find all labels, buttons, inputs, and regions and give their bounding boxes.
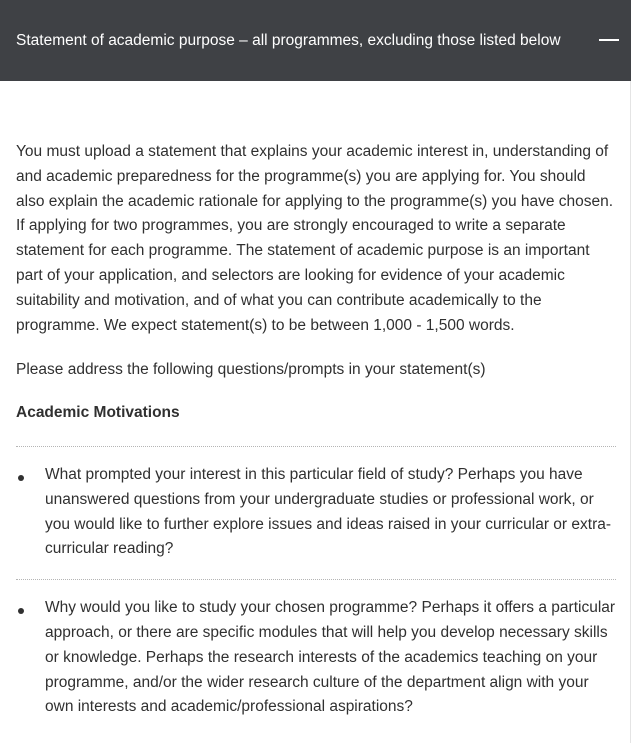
list-item-text: What prompted your interest in this particular field of study? Perhaps you have unanswered questions from your undergraduate studies or professional work, or you would like to further explore issues and ideas raised in your curricular or extra-curricular reading? [45,465,612,558]
accordion-title: Statement of academic purpose – all programmes, excluding those listed below [16,32,561,49]
bullet-icon [18,475,24,481]
accordion-content [16,140,616,737]
accordion-header[interactable] [0,0,631,81]
prompt-paragraph: Please address the following questions/prompts in your statement(s) [16,361,486,379]
minus-icon[interactable] [599,39,619,41]
list-item-text: Why would you like to study your chosen programme? Perhaps it offers a particular approach, or there are specific modules that will help you develop necessary skills or knowledge. Perhaps the research interests of the academics teaching on your programme, and/or the wider research culture of the department align with your own interests and academic/professional aspirations? [45,599,616,716]
list-item [16,447,616,579]
section-heading: Academic Motivations [16,404,180,422]
list-item [16,580,616,737]
bullet-icon [18,608,24,614]
intro-paragraph: You must upload a statement that explains your academic interest in, understanding of and academic preparedness for the programme(s) you are applying for. You should also explain the academic rationale for applying to the programme(s) you have chosen. If applying for two programmes, you are strongly encouraged to write a separate statement for each programme. The statement of academic purpose is an important part of your application, and selectors are looking for evidence of your academic suitability and motivation, and of what you can contribute academically to the programme. We expect statement(s) to be between 1,000 - 1,500 words. [16,143,614,334]
